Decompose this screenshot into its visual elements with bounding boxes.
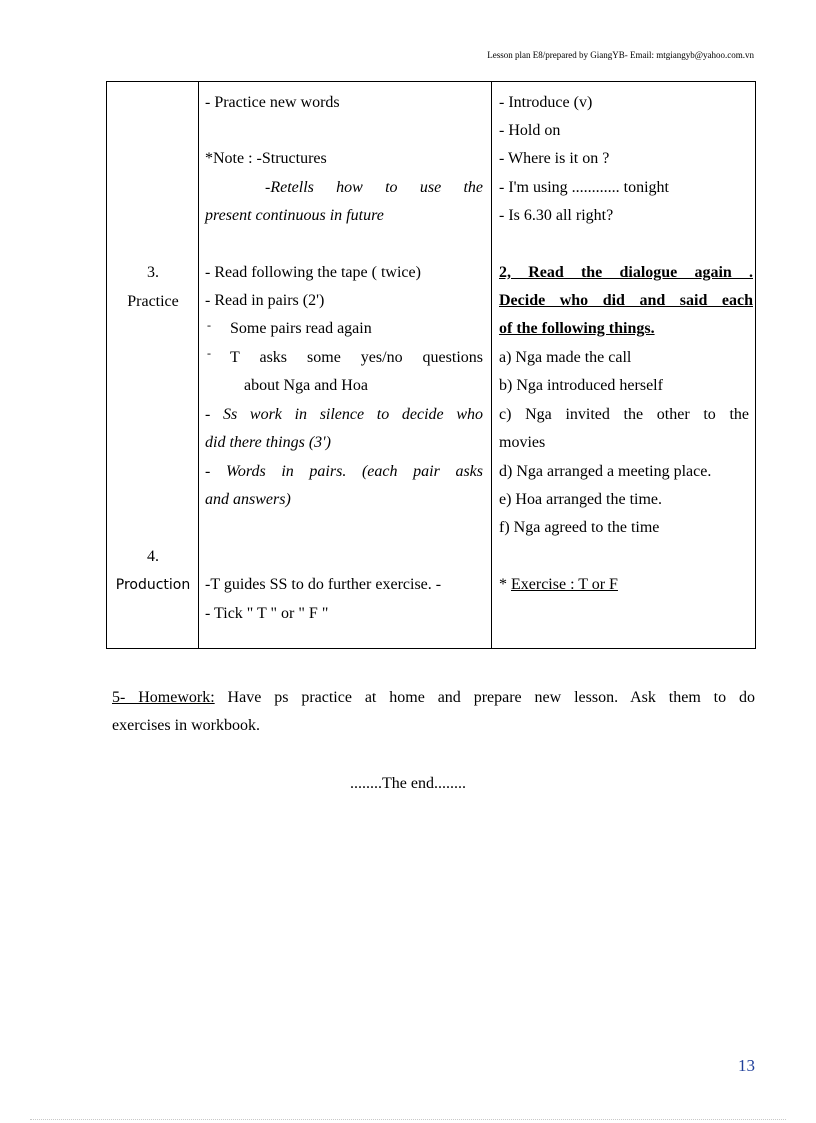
words-in-pairs-2: and answers) [205, 491, 291, 508]
item-a: a) Nga made the call [499, 349, 632, 366]
retells-line-2: present continuous in future [205, 207, 384, 224]
task-heading-line-1: 2, Read the dialogue again . [499, 264, 753, 281]
teacher-guides: -T guides SS to do further exercise. - [205, 576, 442, 593]
words-in-pairs-1: - Words in pairs. (each pair asks [205, 463, 483, 480]
column-divider-2 [491, 82, 492, 648]
introduce-verb: - Introduce (v) [499, 94, 593, 111]
homework-text-2: exercises in workbook. [112, 717, 260, 734]
the-end: ........The end........ [350, 775, 466, 792]
footer-divider [30, 1119, 786, 1120]
bullet-dash-1: - [207, 318, 211, 332]
page-number: 13 [738, 1056, 755, 1075]
item-c-line-1: c) Nga invited the other to the [499, 406, 749, 423]
homework-line-1 [112, 684, 755, 712]
homework-text-1: Have ps practice at home and prepare new lesson. Ask them to do [214, 689, 755, 706]
work-in-silence-1: - Ss work in silence to decide who [205, 406, 483, 423]
read-in-pairs: - Read in pairs (2') [205, 292, 325, 309]
hold-on: - Hold on [499, 122, 561, 139]
exercise-star: * [499, 576, 511, 593]
exercise-heading [499, 575, 618, 595]
tick-t-or-f: - Tick " T " or " F " [205, 605, 329, 622]
task-heading-line-2: Decide who did and said each [499, 292, 753, 309]
teacher-asks-questions: T asks some yes/no questions [230, 349, 483, 366]
homework-paragraph [112, 684, 755, 740]
stage-production-label: Production [115, 577, 191, 593]
is-630-all-right: - Is 6.30 all right? [499, 207, 614, 224]
item-e: e) Hoa arranged the time. [499, 491, 663, 508]
exercise-label: Exercise : T or F [511, 576, 618, 593]
im-using-tonight: - I'm using ............ tonight [499, 179, 669, 196]
stage-production-number: 4. [147, 548, 159, 565]
stage-practice-number: 3. [147, 264, 159, 281]
retells-line-1: -Retells how to use the [265, 179, 483, 196]
note-structures: *Note : -Structures [205, 150, 327, 167]
bullet-dash-2: - [207, 346, 211, 360]
some-pairs-read: Some pairs read again [230, 320, 372, 337]
where-is-it-on: - Where is it on ? [499, 150, 610, 167]
item-c-line-2: movies [499, 434, 546, 451]
lesson-table [106, 81, 756, 649]
stage-practice-label: Practice [127, 293, 179, 310]
read-following-tape: - Read following the tape ( twice) [205, 264, 421, 281]
item-f: f) Nga agreed to the time [499, 519, 660, 536]
practice-new-words: - Practice new words [205, 94, 340, 111]
page-header: Lesson plan E8/prepared by GiangYB- Email: mtgiangyb@yahoo.com.vn [487, 50, 754, 60]
task-heading-line-3: of the following things. [499, 320, 655, 337]
homework-label: 5- Homework: [112, 689, 215, 706]
item-d: d) Nga arranged a meeting place. [499, 463, 712, 480]
about-nga-and-hoa: about Nga and Hoa [244, 377, 368, 394]
item-b: b) Nga introduced herself [499, 377, 663, 394]
work-in-silence-2: did there things (3') [205, 434, 331, 451]
